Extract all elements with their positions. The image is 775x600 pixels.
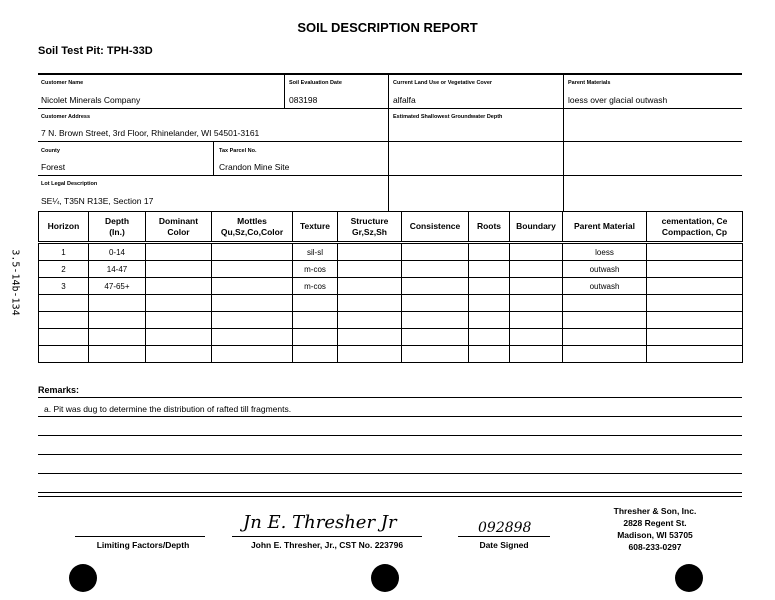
table-cell [402,312,469,329]
column-header: Depth (In.) [89,212,146,243]
table-cell [146,329,212,346]
table-cell [338,261,402,278]
table-cell [212,261,293,278]
table-cell [146,346,212,363]
column-header: Texture [293,212,338,243]
table-row [39,278,743,295]
remarks-label: Remarks: [38,385,80,395]
table-cell [647,243,743,261]
table-cell [510,329,563,346]
customer-name-label: Customer Name [41,80,84,86]
table-cell [146,278,212,295]
table-cell [563,329,647,346]
remark-item: a. Pit was dug to determine the distribution of rafted till fragments. [44,404,292,414]
column-header: Dominant Color [146,212,212,243]
table-cell [469,295,510,312]
address-label: Customer Address [41,114,91,120]
legal-desc-value: SE¼, T35N R13E, Section 17 [41,196,154,206]
column-header: Boundary [510,212,563,243]
company-line: 608-233-0297 [628,542,682,552]
remarks-line [38,397,742,398]
tax-parcel-value: Crandon Mine Site [219,162,290,172]
date-signed-value: 092898 [478,520,532,536]
table-cell [89,329,146,346]
horizon-table [38,211,743,363]
table-row [39,261,743,278]
county-value: Forest [41,162,66,172]
punch-hole-center [371,564,399,592]
table-cell [469,346,510,363]
table-cell [402,261,469,278]
table-cell [293,312,338,329]
punch-hole-right [675,564,703,592]
form-row-divider-1 [38,108,742,109]
table-cell: 14-47 [89,261,146,278]
column-header: Parent Material [563,212,647,243]
table-cell [146,295,212,312]
table-cell: sil-sl [293,243,338,261]
company-line: Thresher & Son, Inc. [613,506,697,516]
tax-parcel-label: Tax Parcel No. [219,148,257,154]
table-row [39,243,743,261]
table-cell [647,278,743,295]
remarks-line [38,454,742,455]
table-cell [39,295,89,312]
form-row-divider-2 [38,141,742,142]
table-cell: outwash [563,278,647,295]
table-cell [647,312,743,329]
table-cell [402,346,469,363]
table-cell [212,312,293,329]
table-cell [146,312,212,329]
parent-materials-label: Parent Materials [568,80,611,86]
table-cell [338,312,402,329]
table-cell [647,295,743,312]
table-cell [510,278,563,295]
remarks-bottom-border [38,492,742,497]
form-row-divider-3 [38,175,742,176]
table-cell [146,261,212,278]
table-cell: 0-14 [89,243,146,261]
table-cell [293,329,338,346]
soil-test-pit: Soil Test Pit: TPH-33D [38,45,153,57]
table-cell [563,346,647,363]
table-body [39,243,743,363]
table-cell [212,346,293,363]
table-cell: 2 [39,261,89,278]
land-use-value: alfalfa [393,95,416,105]
column-header: Roots [469,212,510,243]
signature-line [232,536,422,537]
table-cell [647,346,743,363]
table-cell [89,312,146,329]
eval-date-label: Soil Evaluation Date [289,80,342,86]
parent-materials-value: loess over glacial outwash [568,95,668,105]
table-cell [39,329,89,346]
table-cell [510,261,563,278]
legal-desc-label: Lot Legal Description [41,181,98,187]
table-cell [510,243,563,261]
column-header: cementation, Ce Compaction, Cp [647,212,743,243]
table-cell [39,312,89,329]
date-signed-label: Date Signed [479,540,529,550]
table-cell [402,278,469,295]
table-row [39,295,743,312]
column-header: Horizon [39,212,89,243]
signer-name: John E. Thresher, Jr., CST No. 223796 [250,540,404,550]
table-cell [469,243,510,261]
table-cell [647,329,743,346]
address-value: 7 N. Brown Street, 3rd Floor, Rhinelander, WI 54501-3161 [41,128,260,138]
form-col-divider [213,141,214,175]
form-top-border [38,73,742,75]
table-cell [39,346,89,363]
table-cell [89,346,146,363]
table-cell [338,346,402,363]
table-cell [563,295,647,312]
remarks-line [38,435,742,436]
table-cell [146,243,212,261]
table-cell [338,278,402,295]
table-cell: m-cos [293,261,338,278]
table-cell [402,295,469,312]
report-title: SOIL DESCRIPTION REPORT [297,20,478,35]
table-cell: m-cos [293,278,338,295]
remarks-line [38,416,742,417]
form-col-divider [388,73,389,211]
table-cell: 3 [39,278,89,295]
form-col-divider [563,73,564,211]
table-cell [212,278,293,295]
table-cell [293,295,338,312]
table-cell [469,278,510,295]
table-row [39,346,743,363]
table-cell [402,243,469,261]
form-col-divider [284,73,285,108]
company-line: Madison, WI 53705 [617,530,693,540]
table-cell [402,329,469,346]
table-cell: loess [563,243,647,261]
table-cell: outwash [563,261,647,278]
table-cell [647,261,743,278]
table-cell [89,295,146,312]
land-use-label: Current Land Use or Vegetative Cover [393,80,493,86]
signature: Jn E. Thresher Jr [243,512,397,533]
company-line: 2828 Regent St. [623,518,687,528]
table-row [39,329,743,346]
table-cell [212,295,293,312]
date-signed-line [458,536,550,537]
limiting-factors-label: Limiting Factors/Depth [96,540,190,550]
table-cell [469,261,510,278]
side-reference-number: 3.5-14b-134 [9,249,21,316]
company-block [595,505,715,553]
table-header-row [39,212,743,243]
table-cell [510,295,563,312]
table-cell [212,329,293,346]
table-cell [338,243,402,261]
column-header: Mottles Qu,Sz,Co,Color [212,212,293,243]
table-cell [563,312,647,329]
table-cell [338,329,402,346]
table-cell: 47-65+ [89,278,146,295]
limiting-factors-line [75,536,205,537]
column-header: Structure Gr,Sz,Sh [338,212,402,243]
table-cell [510,312,563,329]
table-cell [212,243,293,261]
remarks-line [38,473,742,474]
table-cell [469,312,510,329]
column-header: Consistence [402,212,469,243]
table-cell [293,346,338,363]
customer-name-value: Nicolet Minerals Company [41,95,141,105]
punch-hole-left [69,564,97,592]
county-label: County [41,148,60,154]
eval-date-value: 083198 [289,95,318,105]
table-cell: 1 [39,243,89,261]
table-cell [510,346,563,363]
table-cell [338,295,402,312]
table-cell [469,329,510,346]
groundwater-label: Estimated Shallowest Groundwater Depth [393,114,503,120]
table-row [39,312,743,329]
